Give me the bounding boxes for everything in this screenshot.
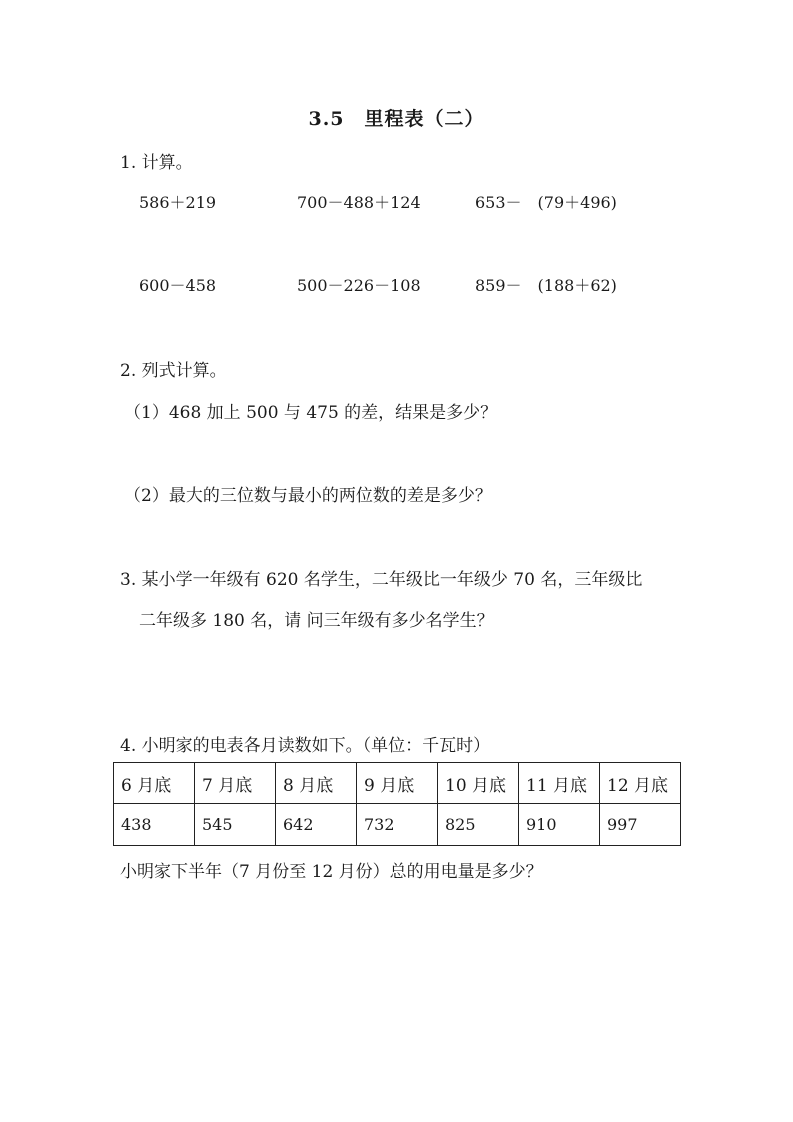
q3-line-2: 二年级多 180 名，请 问三年级有多少名学生？ <box>139 611 494 631</box>
q1-expr-4: 600－458 <box>139 276 217 295</box>
month-cell: 12 月底 <box>600 763 681 804</box>
month-cell: 9 月底 <box>357 763 438 804</box>
month-cell: 10 月底 <box>438 763 519 804</box>
q1-expr-5: 500－226－108 <box>297 276 421 295</box>
q4-question: 小明家下半年（7 月份至 12 月份）总的用电量是多少？ <box>120 862 543 882</box>
q1-expr-6: 859－ (188＋62) <box>475 276 617 295</box>
table-header-row <box>114 763 681 804</box>
reading-cell: 642 <box>276 804 357 846</box>
table-row <box>114 804 681 846</box>
q2-heading: 2. 列式计算。 <box>120 361 227 381</box>
reading-cell: 910 <box>519 804 600 846</box>
q3-line-1: 3. 某小学一年级有 620 名学生，二年级比一年级少 70 名，三年级比 <box>120 570 643 590</box>
reading-cell: 825 <box>438 804 519 846</box>
reading-cell: 732 <box>357 804 438 846</box>
q1-expr-1: 586＋219 <box>139 193 217 212</box>
reading-cell: 438 <box>114 804 195 846</box>
page-title: 3.5 里程表（二） <box>308 108 485 130</box>
q1-expr-3: 653－ (79＋496) <box>475 193 617 212</box>
q1-heading: 1. 计算。 <box>120 153 193 173</box>
q2-item-2: （2）最大的三位数与最小的两位数的差是多少？ <box>124 486 492 506</box>
meter-readings-table <box>113 762 681 846</box>
q2-item-1: （1）468 加上 500 与 475 的差，结果是多少？ <box>124 403 498 423</box>
month-cell: 6 月底 <box>114 763 195 804</box>
q4-heading: 4. 小明家的电表各月读数如下。（单位：千瓦时） <box>120 736 491 756</box>
reading-cell: 997 <box>600 804 681 846</box>
reading-cell: 545 <box>195 804 276 846</box>
month-cell: 11 月底 <box>519 763 600 804</box>
month-cell: 7 月底 <box>195 763 276 804</box>
month-cell: 8 月底 <box>276 763 357 804</box>
q1-expr-2: 700－488＋124 <box>297 193 421 212</box>
